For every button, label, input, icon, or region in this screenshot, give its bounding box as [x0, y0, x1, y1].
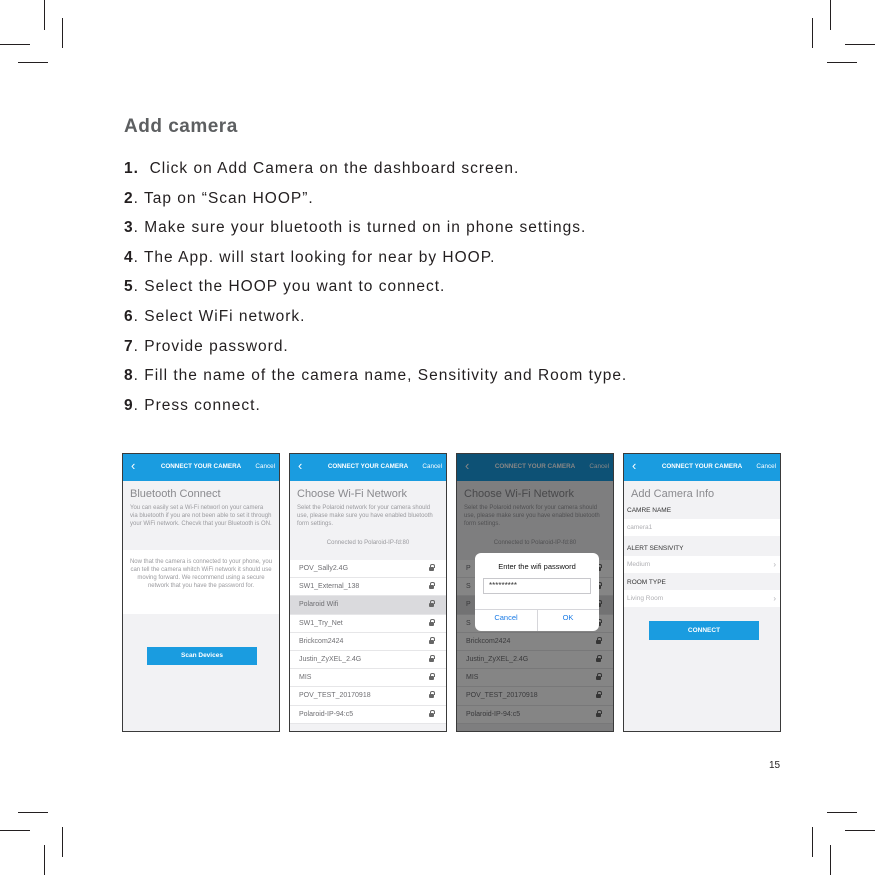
network-list — [290, 560, 446, 724]
crop-mark — [18, 62, 48, 63]
step-text: . The App. will start looking for near by HOOP. — [133, 248, 496, 266]
step-text: . Make sure your bluetooth is turned on in phone settings. — [133, 219, 587, 237]
dialog-ok-button[interactable]: OK — [562, 613, 574, 622]
back-chevron-icon[interactable]: ‹ — [465, 458, 470, 473]
lock-icon — [429, 603, 434, 607]
network-item-selected[interactable] — [290, 596, 446, 614]
chevron-right-icon: › — [773, 594, 776, 603]
password-input[interactable]: ********* — [483, 578, 591, 594]
nav-title: CONNECT YOUR CAMERA — [494, 463, 576, 470]
crop-mark — [0, 44, 30, 45]
step-item — [124, 367, 764, 397]
step-item — [124, 190, 764, 220]
cancel-button[interactable]: Cancel — [756, 463, 776, 470]
password-dialog — [475, 553, 599, 631]
network-name: Justin_ZyXEL_2.4G — [299, 655, 362, 663]
network-item[interactable] — [290, 706, 446, 724]
screen-description: Selet the Polaroid network for your camera should use, please make sure you have enabled bluetooth form settings. — [464, 505, 600, 527]
step-number: 3 — [124, 219, 134, 237]
step-number: 9 — [124, 396, 134, 414]
network-name: Brickcom2424 — [299, 637, 344, 645]
crop-mark — [830, 845, 831, 875]
back-chevron-icon[interactable]: ‹ — [298, 458, 303, 473]
screen-heading: Add Camera Info — [631, 488, 715, 500]
lock-icon — [429, 658, 434, 662]
sensitivity-label: ALERT SENSIVITY — [627, 545, 684, 552]
network-name: Justin_ZyXEL_2.4G — [466, 655, 529, 663]
lock-icon — [429, 694, 434, 698]
step-number: 8 — [124, 367, 134, 385]
crop-mark — [44, 845, 45, 875]
screen-heading: Choose Wi-Fi Network — [464, 488, 575, 500]
lock-icon — [429, 640, 434, 644]
lock-icon — [429, 713, 434, 717]
network-name: POV_TEST_20170918 — [299, 692, 371, 700]
crop-mark — [827, 62, 857, 63]
sensitivity-select[interactable] — [624, 556, 780, 573]
nav-bar — [624, 454, 780, 481]
step-item — [124, 397, 764, 427]
step-text: . Provide password. — [133, 337, 289, 355]
crop-mark — [830, 0, 831, 30]
network-name: S — [466, 619, 471, 627]
network-name: P — [466, 565, 471, 572]
network-item[interactable] — [290, 560, 446, 578]
lock-icon — [429, 676, 434, 680]
step-text: Click on Add Camera on the dashboard screen. — [149, 160, 520, 177]
step-item — [124, 278, 764, 308]
step-item — [124, 249, 764, 279]
crop-mark — [62, 18, 63, 48]
dialog-cancel-button[interactable]: Cancel — [494, 613, 518, 622]
chevron-right-icon: › — [773, 560, 776, 569]
phone-screen-wifi — [289, 453, 447, 732]
network-name: P — [466, 601, 471, 609]
camera-name-label: CAMRE NAME — [627, 507, 672, 514]
phone-screen-password — [456, 453, 614, 732]
step-item — [124, 160, 764, 190]
network-name: S — [466, 583, 471, 591]
network-item[interactable] — [290, 633, 446, 651]
crop-mark — [845, 44, 875, 45]
back-chevron-icon[interactable]: ‹ — [632, 458, 637, 473]
step-number: 7 — [124, 337, 134, 355]
crop-mark — [812, 827, 813, 857]
sensitivity-value: Medium — [627, 561, 651, 568]
step-number: 5 — [124, 278, 134, 296]
step-text: . Press connect. — [133, 396, 261, 414]
network-name: MIS — [299, 674, 312, 682]
lock-icon — [429, 622, 434, 626]
connected-status: Connected to Polaroid-IP-fd:80 — [493, 540, 577, 546]
crop-mark — [44, 0, 45, 30]
phone-screen-bluetooth — [122, 453, 280, 732]
cancel-button[interactable]: Cancel — [422, 463, 442, 470]
step-text: . Tap on “Scan HOOP”. — [133, 189, 314, 207]
crop-mark — [812, 18, 813, 48]
page-number: 15 — [769, 760, 781, 771]
back-chevron-icon[interactable]: ‹ — [131, 458, 136, 473]
crop-mark — [18, 812, 48, 813]
step-number: 6 — [124, 307, 134, 325]
network-name: POV_Sally2.4G — [299, 565, 349, 572]
crop-mark — [827, 812, 857, 813]
step-text: . Select the HOOP you want to connect. — [133, 278, 446, 296]
screen-heading: Choose Wi-Fi Network — [297, 488, 408, 500]
nav-bar — [290, 454, 446, 481]
network-name: SW1_Try_Net — [299, 619, 343, 627]
network-name: SW1_External_138 — [299, 583, 360, 591]
step-item — [124, 219, 764, 249]
network-name: Polaroid Wifi — [299, 601, 339, 609]
nav-title: CONNECT YOUR CAMERA — [661, 463, 743, 470]
dialog-title: Enter the wifi password — [498, 562, 576, 571]
network-item[interactable] — [290, 687, 446, 705]
room-type-value: Living Room — [627, 595, 664, 602]
step-item — [124, 308, 764, 338]
section-title: Add camera — [124, 116, 238, 137]
step-item — [124, 338, 764, 368]
network-item[interactable] — [290, 578, 446, 596]
connect-button[interactable]: CONNECT — [649, 621, 759, 640]
crop-mark — [845, 830, 875, 831]
network-name: MIS — [466, 674, 479, 682]
screen-description: Selet the Polaroid network for your camera should use, please make sure you have enabled bluetooth form settings. — [297, 505, 433, 527]
camera-name-input[interactable]: camera1 — [624, 519, 780, 536]
lock-icon — [429, 567, 434, 571]
network-name: POV_TEST_20170918 — [466, 692, 538, 700]
network-item[interactable] — [290, 651, 446, 669]
scan-devices-button[interactable]: Scan Devices — [147, 647, 257, 665]
phone-screen-camera-info — [623, 453, 781, 732]
room-type-select[interactable] — [624, 590, 780, 607]
room-type-label: ROOM TYPE — [627, 579, 666, 586]
step-text: . Fill the name of the camera name, Sensitivity and Room type. — [133, 367, 628, 385]
crop-mark — [62, 827, 63, 857]
lock-icon — [429, 585, 434, 589]
network-item[interactable] — [290, 615, 446, 633]
step-number: 2 — [124, 189, 134, 207]
step-text: . Select WiFi network. — [133, 307, 306, 325]
cancel-button[interactable]: Cancel — [255, 463, 275, 470]
cancel-button[interactable]: Cancel — [589, 463, 609, 470]
steps-list — [124, 160, 764, 426]
screen-description: You can easily set a Wi-Fi networl on your camera via bluetooth if you are not been able to set it through your WiFi network. Checvk that your Bluetooth is ON. — [130, 505, 272, 527]
network-item[interactable] — [290, 669, 446, 687]
nav-title: CONNECT YOUR CAMERA — [160, 463, 242, 470]
notice-text: Now that the camera is connected to your phone, you can tell the camera whitch WiFi network it should use moving forward. We recommend using a secure network that you have the password for. — [123, 550, 279, 614]
nav-title: CONNECT YOUR CAMERA — [327, 463, 409, 470]
step-number: 1. — [124, 160, 139, 177]
step-number: 4 — [124, 248, 134, 266]
connected-status: Connected to Polaroid-IP-fd:80 — [326, 540, 410, 546]
network-name: Brickcom2424 — [466, 637, 511, 645]
nav-bar — [123, 454, 279, 481]
network-name: Polaroid-IP-94:c5 — [299, 710, 354, 718]
crop-mark — [0, 830, 30, 831]
network-name: Polaroid-IP-94:c5 — [466, 710, 521, 718]
screen-heading: Bluetooth Connect — [130, 488, 221, 500]
